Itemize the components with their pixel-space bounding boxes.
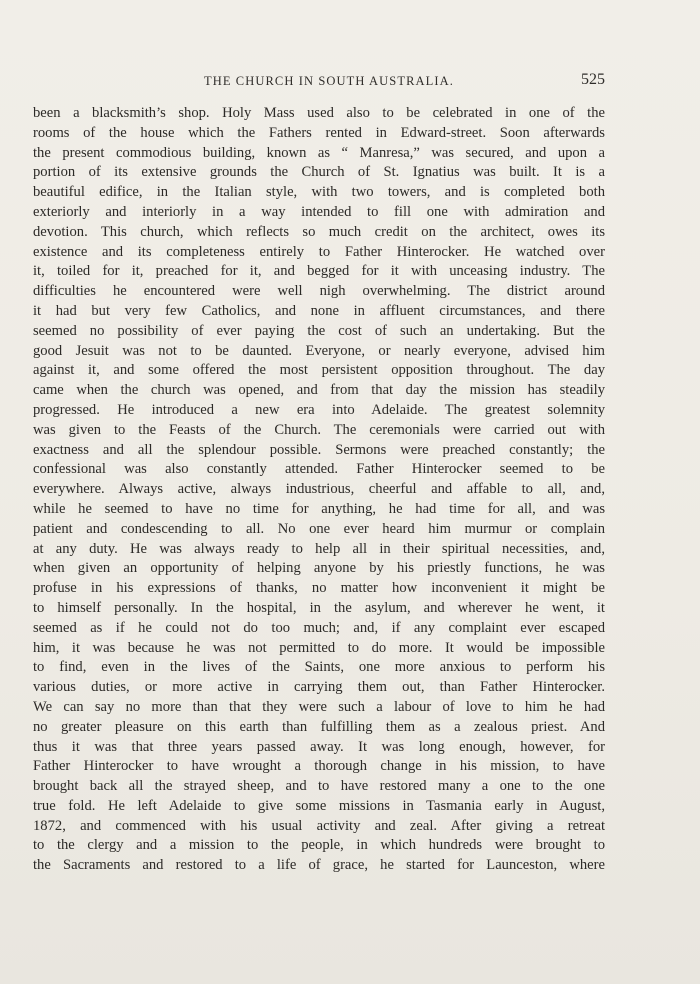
page-header (33, 71, 605, 93)
text-line: no greater pleasure on this earth than fulfilling them as a zealous priest. And (33, 718, 605, 735)
text-line: exactness and all the splendour possible. Sermons were preached constantly; the (33, 441, 605, 458)
text-line: We can say no more than that they were such a labour of love to him he had (33, 698, 605, 715)
text-line: beautiful edifice, in the Italian style, with two towers, and is completed both (33, 184, 605, 201)
text-line: 1872, and commenced with his usual activity and zeal. After giving a retreat (33, 817, 605, 834)
text-line: the present commodious building, known as “ Manresa,” was secured, and upon a (33, 144, 605, 161)
text-line: against it, and some offered the most persistent opposition throughout. The day (33, 362, 605, 379)
text-line: was given to the Feasts of the Church. The ceremonials were carried out with (33, 421, 605, 438)
text-line: confessional was also constantly attended. Father Hinterocker seemed to be (33, 461, 605, 478)
text-line: brought back all the strayed sheep, and to have restored many a one to the one (33, 778, 605, 795)
text-line: devotion. This church, which reflects so much credit on the architect, owes its (33, 223, 605, 240)
text-line: while he seemed to have no time for anything, he had time for all, and was (33, 500, 605, 517)
text-line: rooms of the house which the Fathers rented in Edward-street. Soon afterwards (33, 124, 605, 141)
text-line: various duties, or more active in carrying them out, than Father Hinterocker. (33, 679, 605, 696)
text-line: true fold. He left Adelaide to give some missions in Tasmania early in August, (33, 797, 605, 814)
text-line: everywhere. Always active, always industrious, cheerful and affable to all, and, (33, 481, 605, 498)
text-line: been a blacksmith’s shop. Holy Mass used also to be celebrated in one of the (33, 105, 605, 121)
text-line: good Jesuit was not to be daunted. Everyone, or nearly everyone, advised him (33, 342, 605, 359)
text-line: seemed as if he could not do too much; and, if any complaint ever escaped (33, 619, 605, 636)
text-line: progressed. He introduced a new era into Adelaide. The greatest solemnity (33, 401, 605, 418)
text-line: exteriorly and interiorly in a way intended to fill one with admiration and (33, 203, 605, 220)
text-line: seemed no possibility of ever paying the cost of such an undertaking. But the (33, 322, 605, 339)
text-line: profuse in his expressions of thanks, no matter how inconvenient it might be (33, 580, 605, 597)
text-line: it had but very few Catholics, and none in affluent circumstances, and there (33, 302, 605, 319)
text-line: patient and condescending to all. No one ever heard him murmur or complain (33, 520, 605, 537)
text-line: came when the church was opened, and from that day the mission has steadily (33, 382, 605, 399)
page-number: 525 (581, 71, 605, 88)
text-line: it, toiled for it, preached for it, and begged for it with unceasing industry. The (33, 263, 605, 280)
running-head: THE CHURCH IN SOUTH AUSTRALIA. (203, 74, 455, 88)
text-line: thus it was that three years passed away. It was long enough, however, for (33, 738, 605, 755)
text-line: existence and its completeness entirely to Father Hinterocker. He watched over (33, 243, 605, 260)
text-line: at any duty. He was always ready to help all in their spiritual necessities, and, (33, 540, 605, 557)
text-line: to himself personally. In the hospital, in the asylum, and wherever he went, it (33, 599, 605, 616)
text-line: to the clergy and a mission to the people, in which hundreds were brought to (33, 837, 605, 854)
text-line: difficulties he encountered were well nigh overwhelming. The district around (33, 283, 605, 300)
text-line: the Sacraments and restored to a life of grace, he started for Launceston, where (33, 857, 605, 874)
text-line: him, it was because he was not permitted to do more. It would be impossible (33, 639, 605, 656)
body-text (33, 104, 605, 876)
text-line: Father Hinterocker to have wrought a thorough change in his mission, to have (33, 758, 605, 775)
text-line: to find, even in the lives of the Saints, one more anxious to perform his (33, 659, 605, 676)
text-line: when given an opportunity of helping anyone by his priestly functions, he was (33, 560, 605, 577)
text-line: portion of its extensive grounds the Church of St. Ignatius was built. It is a (33, 164, 605, 181)
